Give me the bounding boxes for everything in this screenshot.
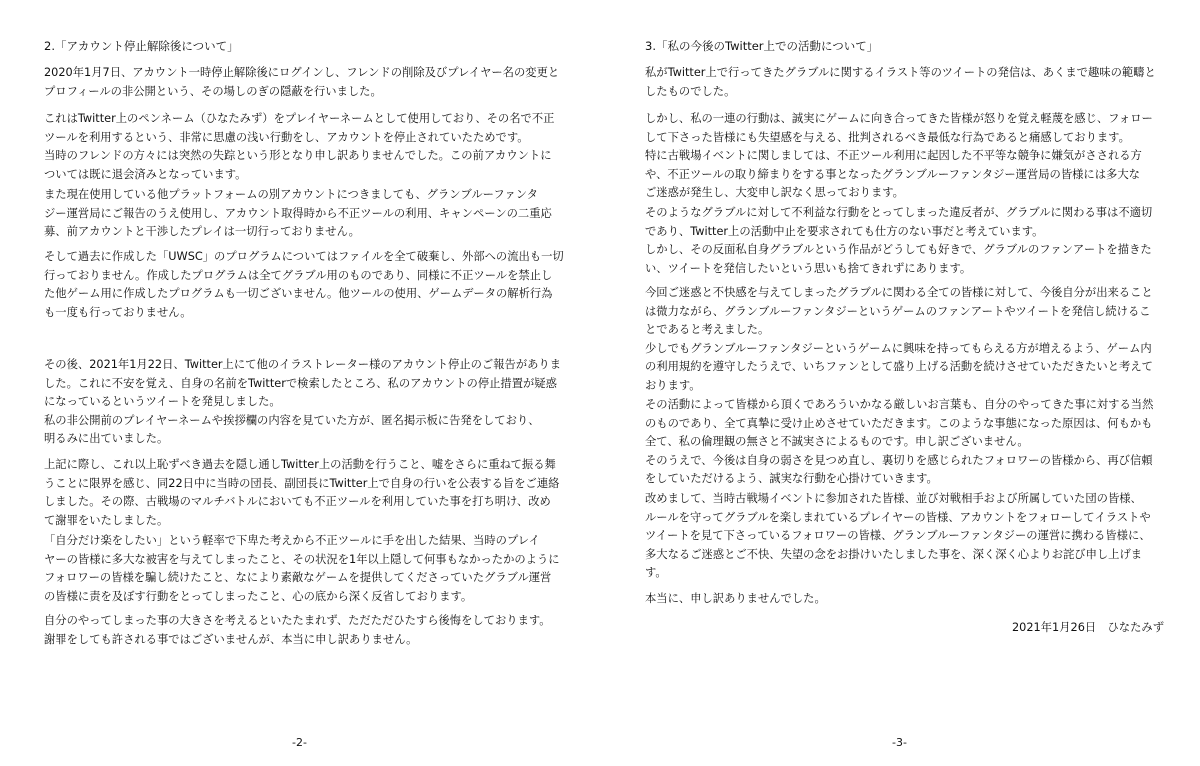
paragraph: また現在使用している他プラットフォームの別アカウントにつきましても、グランブルーファンタ ジー運営局にご報告のうえ使用し、アカウント取得時から不正ツールの利用、キャンペーンの二重応 募、前アカウントと干渉したプレイは一切行っておりません。 — [44, 188, 552, 239]
paragraph: 今回ご迷惑と不快感を与えてしまったグラブルに関わる全ての皆様に対して、今後自分が出来ること は微力ながら、グランブルーファンタジーというゲームのファンアートやツイートを発信し続けるこ とであると考えました。 少しでもグランブルーファンタジーというゲームに興味を持ってもらえる方が増えるよう、ゲーム内 の利用規約を遵守したうえで、いちファンとして盛り上げる活動を続けさせていただきたいと考えて おります。 — [645, 286, 1153, 392]
paragraph: これはTwitter上のペンネーム（ひなたみず）をプレイヤーネームとして使用しており、その名で不正 ツールを利用するという、非常に思慮の浅い行動をし、アカウントを停止されていたためです。 当時のフレンドの方々には突然の失踪という形となり申し訳ありませんでした。この前アカウントに ついては既に退会済みとなっています。 — [44, 112, 555, 181]
paragraph: 「自分だけ楽をしたい」という軽率で下卑た考えから不正ツールに手を出した結果、当時のプレイ ヤーの皆様に多大な被害を与えてしまったこと、その状況を1年以上隠して何事もなかったかのように フォロワーの皆様を騙し続けたこと、なにより素敵なゲームを提供してくださっていたグラブル運営 の皆様に责を及ぼす行動をとってしまったこと、心の底から深く反省しております。 — [44, 534, 560, 603]
paragraph: 上記に際し、これ以上恥ずべき過去を隠し通しTwitter上の活動を行うこと、嘘をさらに重ねて振る舞 うことに限界を感じ、同22日中に当時の団長、副団長にTwitter上で自身の行いを公表する旨をご連絡 しました。その際、古戦場のマルチバトルにおいても不正ツールを利用していた事を打ち明け、改め て謝罪をいたしました。 — [44, 458, 560, 527]
paragraph: 本当に、申し訳ありませんでした。 — [645, 592, 826, 605]
paragraph: その活動によって皆様から頂くであろういかなる厳しいお言葉も、自分のやってきた事に対する当然 のものであり、全て真摯に受け止めさせていただきます。このような事態になった原因は、何もかも 全て、私の倫理観の無さと不誠実さによるものです。申し訳ございません。 そのうえで、今後は自身の弱さを見つめ直し、裏切りを感じられたフォロワーの皆様から、再び信頼 をしていただけるよう、誠実な行動を心掛けていきます。 — [645, 398, 1154, 486]
page-3 — [600, 0, 1200, 766]
signature-date: 2021年1月26日 ひなたみず — [1012, 621, 1164, 634]
paragraph: そのようなグラブルに対して不利益な行動をとってしまった違反者が、グラブルに関わる事は不適切 であり、Twitter上の活動中止を要求されても仕方のない事だと考えています。 しかし、その反面私自身グラブルという作品がどうしても好きで、グラブルのファンアートを描きた い、ツイートを発信したいという思いも捨てきれずにあります。 — [645, 206, 1153, 275]
section-heading-3: 3.「私の今後のTwitter上での活動について」 — [645, 39, 879, 53]
paragraph: 自分のやってしまった事の大きさを考えるといたたまれず、ただただひたすら後悔をしております。 謝罪をしても許される事ではございませんが、本当に申し訳ありません。 — [44, 614, 551, 646]
page-number: -2- — [292, 736, 307, 749]
section-heading-2: 2.「アカウント停止解除後について」 — [44, 39, 239, 53]
paragraph: しかし、私の一連の行動は、誠実にゲームに向き合ってきた皆様が怒りを覚え軽蔑を感じ、フォロー して下さった皆様にも失望感を与える、批判されるべき最低な行為であると痛感しております。 特に古戦場イベントに関しましては、不正ツール利用に起因した不平等な競争に嫌気がさされる方 や、不正ツールの取り締まりをする事となったグランブルーファンタジー運営局の皆様には多大な ご迷惑が発生し、大変申し訳なく思っております。 — [645, 112, 1153, 200]
paragraph: そして過去に作成した「UWSC」のプログラムについてはファイルを全て破棄し、外部への流出も一切 行っておりません。作成したプログラムは全てグラブル用のものであり、同様に不正ツールを禁止し た他ゲーム用に作成したプログラムも一切ございません。他ツールの使用、ゲームデータの解析行為 も一度も行っておりません。 — [44, 250, 564, 319]
paragraph: 2020年1月7日、アカウント一時停止解除後にログインし、フレンドの削除及びプレイヤー名の変更と プロフィールの非公開という、その場しのぎの隠蔽を行いました。 — [44, 66, 560, 98]
paragraph: 改めまして、当時古戦場イベントに参加された皆様、並び対戦相手および所属していた団の皆様、 ルールを守ってグラブルを楽しまれているプレイヤーの皆様、アカウントをフォローしてイラストや ツイートを見て下さっているフォロワーの皆様、グランブルーファンタジーの運営に携わる皆様に、 多大なるご迷惑とご不快、失望の念をお掛けいたしました事を、深く深く心よりお詫び申し上げま す。 — [645, 492, 1151, 580]
page-number: -3- — [892, 736, 907, 749]
paragraph: その後、2021年1月22日、Twitter上にて他のイラストレーター様のアカウント停止のご報告がありま した。これに不安を覚え、自身の名前をTwitterで検索したところ、私のアカウントの停止措置が疑惑 になっているというツイートを発見しました。 私の非公開前のプレイヤーネームや挨拶欄の内容を見ていた方が、匿名掲示板に告発をしており、 明るみに出ていました。 — [44, 358, 562, 446]
paragraph: 私がTwitter上で行ってきたグラブルに関するイラスト等のツイートの発信は、あくまで趣味の範疇と したものでした。 — [645, 66, 1156, 98]
